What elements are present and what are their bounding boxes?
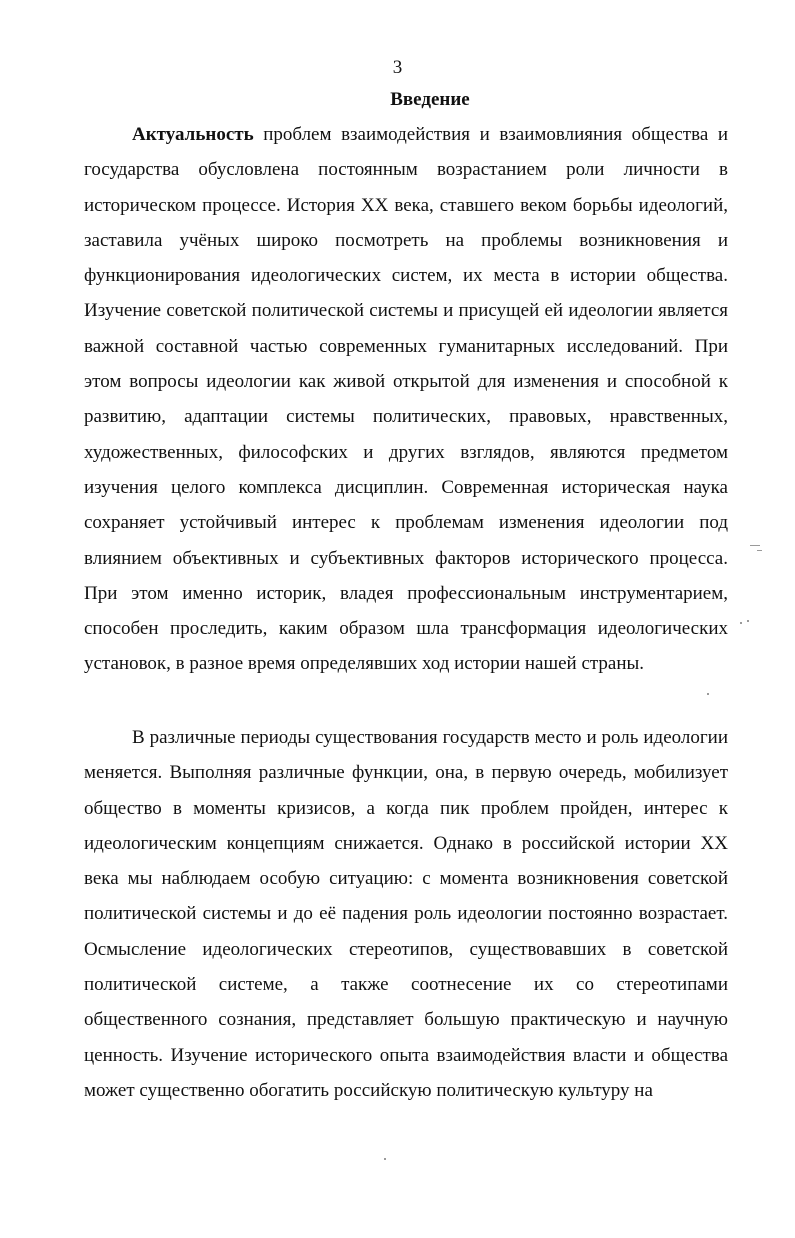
paragraph-lead-term: Актуальность [132,124,254,145]
paragraph-periods: В различные периоды существования государств место и роль идеологии меняется. Выполняя различные функции, она, в первую очередь, мобилизует общество в моменты кризисов, а когда пик проблем пройден, интерес к идеологическим концепциям снижается. Однако в российской истории XX века мы наблюдаем особую ситуацию: с момента возникновения советской политической системы и до её падения роль идеологии постоянно возрастает. Осмысление идеологических стереотипов, существовавших в советской политической системе, а также соотнесение их со стереотипами общественного сознания, представляет большую практическую и научную ценность. Изучение исторического опыта взаимодействия власти и общества может существенно обогатить российскую политическую культуру на [84,727,728,1101]
scan-speck [750,545,760,546]
scan-speck [740,622,742,624]
paragraph-body: проблем взаимодействия и взаимовлияния общества и государства обусловлена постоянным возрастанием роли личности в историческом процессе. История XX века, ставшего веком борьбы идеологий, заставила учёных широко посмотреть на проблемы возникновения и функционирования идеологических систем, их места в истории общества. Изучение советской политической системы и присущей ей идеологии является важной составной частью современных гуманитарных исследований. При этом вопросы идеологии как живой открытой для изменения и способной к развитию, адаптации системы политических, правовых, нравственных, художественных, философских и других взглядов, являются предметом изучения целого комплекса дисциплин. Современная историческая наука сохраняет устойчивый интерес к проблемам изменения идеологии под влиянием объективных и субъективных факторов исторического процесса. При этом именно историк, владея профессиональным инструментарием, способен проследить, каким образом шла трансформация идеологических установок, в разное время определявших ход истории нашей страны. [84,124,728,675]
scan-speck [747,620,749,622]
scan-speck [707,693,709,695]
page-title: Введение [390,89,470,110]
scan-speck [757,550,762,551]
page-number: 3 [392,57,403,78]
paragraph-relevance [84,117,728,682]
scan-speck [384,1158,386,1160]
